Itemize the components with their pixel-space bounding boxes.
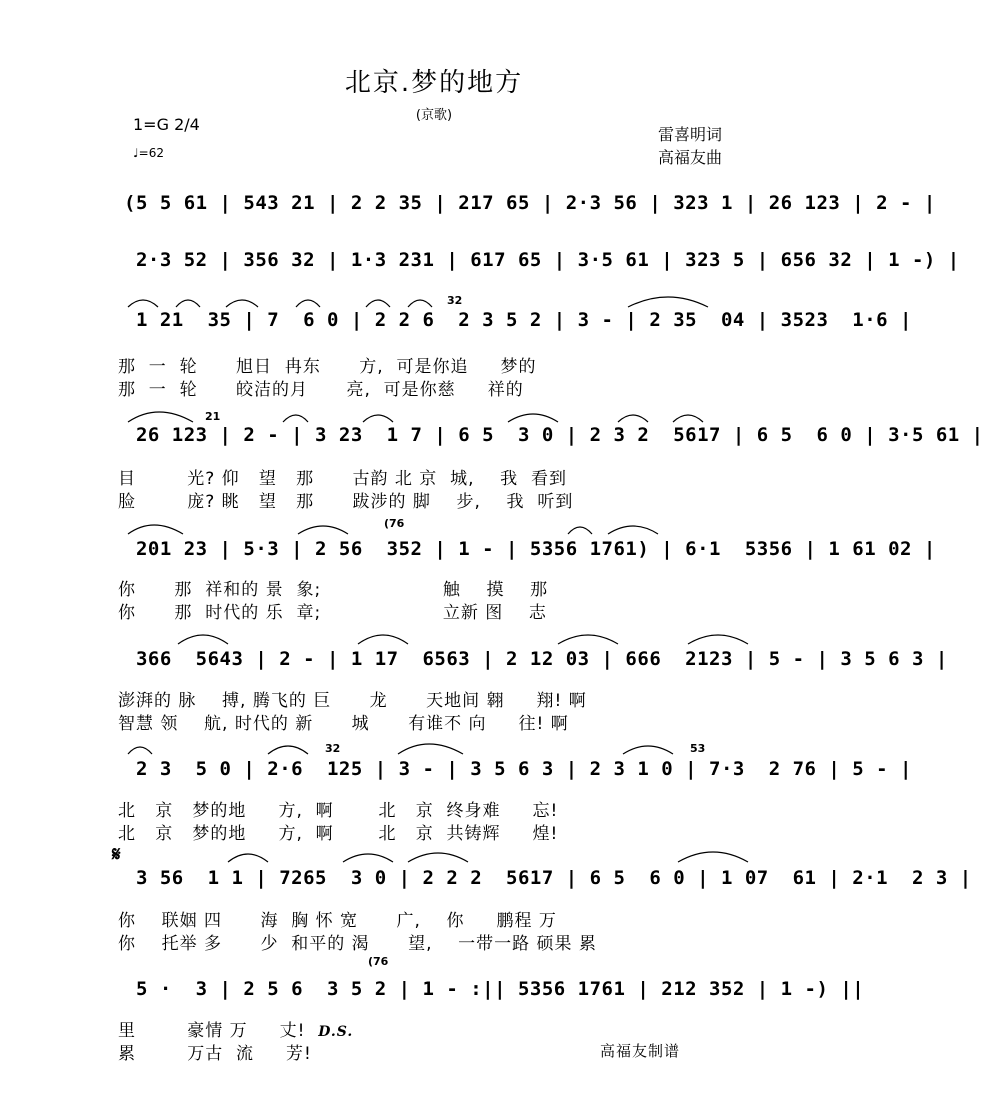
score-row — [118, 186, 936, 220]
slur-marks — [118, 732, 758, 762]
score-row — [118, 243, 960, 277]
grace-mark: 32 — [325, 742, 341, 755]
lyric-line: 你 联姻 四 海 胸 怀 宽 广, 你 鹏程 万 — [118, 911, 557, 931]
notation: 2 3 5 0 | 2·6 125 | 3 - | 3 5 6 3 | 2 3 1 0 | 7·3 2 76 | 5 - | — [124, 758, 912, 780]
lyric-line: 目 光? 仰 望 那 古韵 北 京 城, 我 看到 — [118, 469, 567, 489]
notation: 366 5643 | 2 - | 1 17 6563 | 2 12 03 | 666 2123 | 5 - | 3 5 6 3 | — [124, 648, 948, 670]
slur-marks — [118, 285, 758, 315]
lyric-line: 你 那 祥和的 景 象; 触 摸 那 — [118, 580, 549, 600]
lyric-line: 澎湃的 脉 搏, 腾飞的 巨 龙 天地间 翱 翔! 啊 — [118, 691, 587, 711]
grace-mark: (76 — [368, 955, 389, 968]
lyric-line: 你 那 时代的 乐 章; 立新 图 志 — [118, 603, 547, 623]
lyric-line: 脸 庞? 眺 望 那 跋涉的 脚 步, 我 听到 — [118, 492, 574, 512]
lyric-line: 智慧 领 航, 时代的 新 城 有谁不 向 往! 啊 — [118, 714, 569, 734]
lyric-line: 北 京 梦的地 方, 啊 北 京 共铸辉 煌! — [118, 824, 559, 844]
notation: 5 · 3 | 2 5 6 3 5 2 | 1 - :|| 5356 1761 | 212 352 | 1 -) || — [124, 978, 865, 1000]
notation: 201 23 | 5·3 | 2 56 352 | 1 - | 5356 1761) | 6·1 5356 | 1 61 02 | — [124, 538, 936, 560]
notation: (5 5 61 | 543 21 | 2 2 35 | 217 65 | 2·3 56 | 323 1 | 26 123 | 2 - | — [124, 192, 936, 214]
lyric-line: 北 京 梦的地 方, 啊 北 京 终身难 忘! — [118, 801, 559, 821]
notation: 2·3 52 | 356 32 | 1·3 231 | 617 65 | 3·5 61 | 323 5 | 656 32 | 1 -) | — [124, 249, 960, 271]
slur-marks — [118, 840, 758, 870]
lyric-line: 累 万古 流 芳! — [118, 1044, 312, 1064]
segno-sign: 𝄋 — [112, 842, 121, 866]
score-row — [118, 972, 865, 1006]
grace-mark: 21 — [205, 410, 221, 423]
tempo-marking: ♩=62 — [133, 146, 164, 160]
notation: 1 21 35 | 7 6 0 | 2 2 6 2 3 5 2 | 3 - | 2 35 04 | 3523 1·6 | — [124, 309, 912, 331]
notation: 3 56 1 1 | 7265 3 0 | 2 2 2 5617 | 6 5 6 0 | 1 07 61 | 2·1 2 3 | — [124, 867, 972, 889]
lyric-line: 那 一 轮 旭日 冉东 方, 可是你追 梦的 — [118, 357, 537, 377]
lyric-line: 那 一 轮 皎洁的月 亮, 可是你慈 祥的 — [118, 380, 524, 400]
lyric-text: 里 豪情 万 丈! — [118, 1021, 306, 1041]
song-title: 北京.梦的地方 — [344, 68, 524, 98]
slur-marks — [118, 400, 758, 430]
arranger-credit: 高福友制谱 — [600, 1042, 681, 1060]
lyric-line: 你 托举 多 少 和平的 渴 望, 一带一路 硕果 累 — [118, 934, 597, 954]
notation: 26 123 | 2 - | 3 23 1 7 | 6 5 3 0 | 2 3 2 5617 | 6 5 6 0 | 3·5 61 | — [124, 424, 984, 446]
grace-mark: 53 — [690, 742, 706, 755]
key-signature: 1=G 2/4 — [133, 115, 200, 134]
slur-marks — [118, 512, 758, 542]
song-subtitle: (京歌) — [415, 108, 453, 123]
grace-mark: (76 — [384, 517, 405, 530]
ds-marking: D.S. — [318, 1024, 354, 1040]
composer-credit: 高福友曲 — [658, 148, 723, 167]
lyricist-credit: 雷喜明词 — [658, 125, 723, 144]
lyric-line — [118, 1016, 353, 1041]
grace-mark: 32 — [447, 294, 463, 307]
slur-marks — [118, 622, 758, 652]
